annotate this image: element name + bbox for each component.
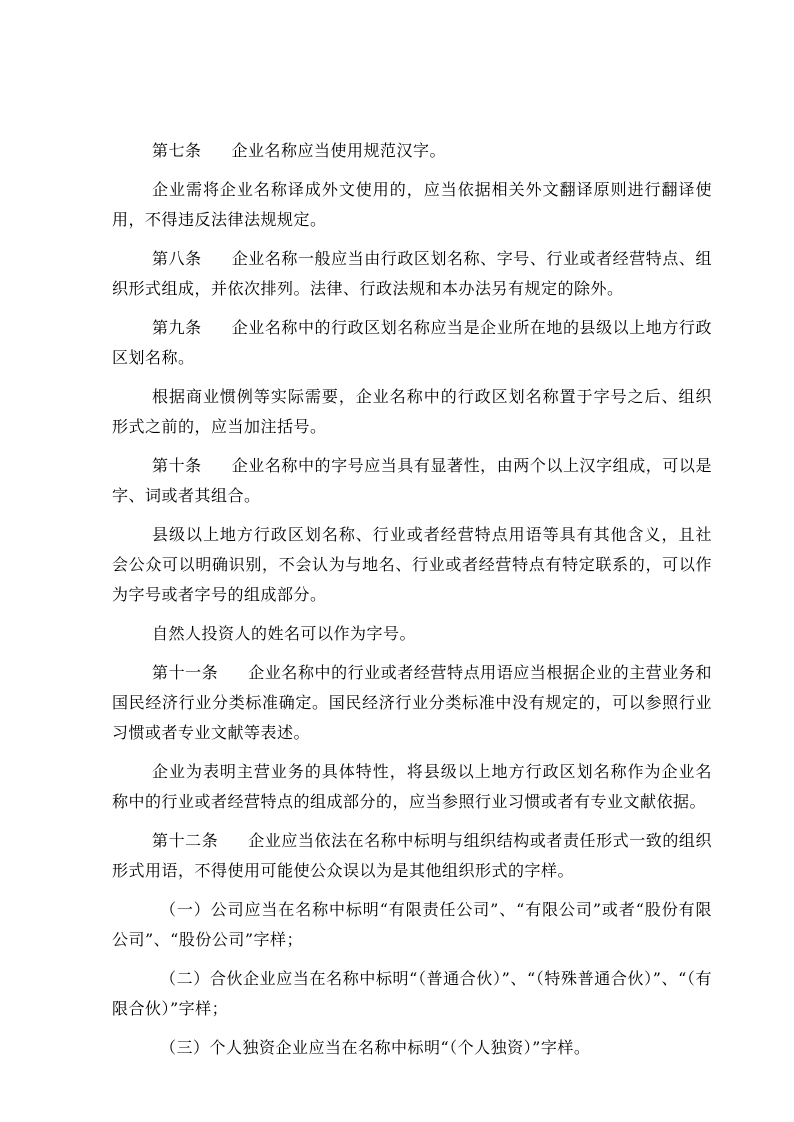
paragraph-text: 根据商业惯例等实际需要，企业名称中的行政区划名称置于字号之后、组织形式之前的，应当加注括号。 [112,387,712,436]
paragraph-text: 企业名称中的行业或者经营特点用语应当根据企业的主营业务和国民经济行业分类标准确定。国民经济行业分类标准中没有规定的，可以参照行业习惯或者专业文献等表述。 [112,663,712,742]
paragraph [112,451,712,511]
paragraph [112,520,712,610]
paragraph-text: 企业名称一般应当由行政区划名称、字号、行业或者经营特点、组织形式组成，并依次排列。法律、行政法规和本办法另有规定的除外。 [112,249,712,298]
list-item-text: （一）公司应当在名称中标明“有限责任公司”、“有限公司”或者“股份有限公司”、“股份公司”字样； [112,900,712,949]
paragraph [112,175,712,235]
paragraph [112,382,712,442]
article-number: 第十二条 [152,831,219,850]
paragraph [112,658,712,748]
list-item-text: （三）个人独资企业应当在名称中标明“（个人独资）”字样。 [160,1038,591,1057]
paragraph [112,244,712,304]
paragraph-text: 企业需将企业名称译成外文使用的，应当依据相关外文翻译原则进行翻译使用，不得违反法律法规规定。 [112,180,712,229]
paragraph [112,826,712,886]
article-number: 第八条 [152,249,202,268]
paragraph [112,619,712,649]
list-item [112,964,712,1024]
document-body [112,136,712,1072]
paragraph-text: 企业名称中的行政区划名称应当是企业所在地的县级以上地方行政区划名称。 [112,318,712,367]
paragraph-text: 企业名称应当使用规范汉字。 [231,141,447,160]
list-item [112,1033,712,1063]
paragraph [112,136,712,166]
paragraph-text: 县级以上地方行政区划名称、行业或者经营特点用语等具有其他含义，且社会公众可以明确识别，不会认为与地名、行业或者经营特点有特定联系的，可以作为字号或者字号的组成部分。 [112,525,712,604]
list-item-text: （二）合伙企业应当在名称中标明“（普通合伙）”、“（特殊普通合伙）”、“（有限合伙）”字样； [112,969,712,1018]
article-number: 第十条 [152,456,202,475]
article-number: 第九条 [152,318,202,337]
paragraph [112,757,712,817]
list-item [112,895,712,955]
paragraph [112,313,712,373]
paragraph-text: 自然人投资人的姓名可以作为字号。 [152,624,417,643]
article-number: 第七条 [152,141,202,160]
paragraph-text: 企业名称中的字号应当具有显著性，由两个以上汉字组成，可以是字、词或者其组合。 [112,456,712,505]
paragraph-text: 企业为表明主营业务的具体特性，将县级以上地方行政区划名称作为企业名称中的行业或者经营特点的组成部分的，应当参照行业习惯或者有专业文献依据。 [112,762,712,811]
paragraph-text: 企业应当依法在名称中标明与组织结构或者责任形式一致的组织形式用语，不得使用可能使公众误以为是其他组织形式的字样。 [112,831,712,880]
article-number: 第十一条 [152,663,219,682]
